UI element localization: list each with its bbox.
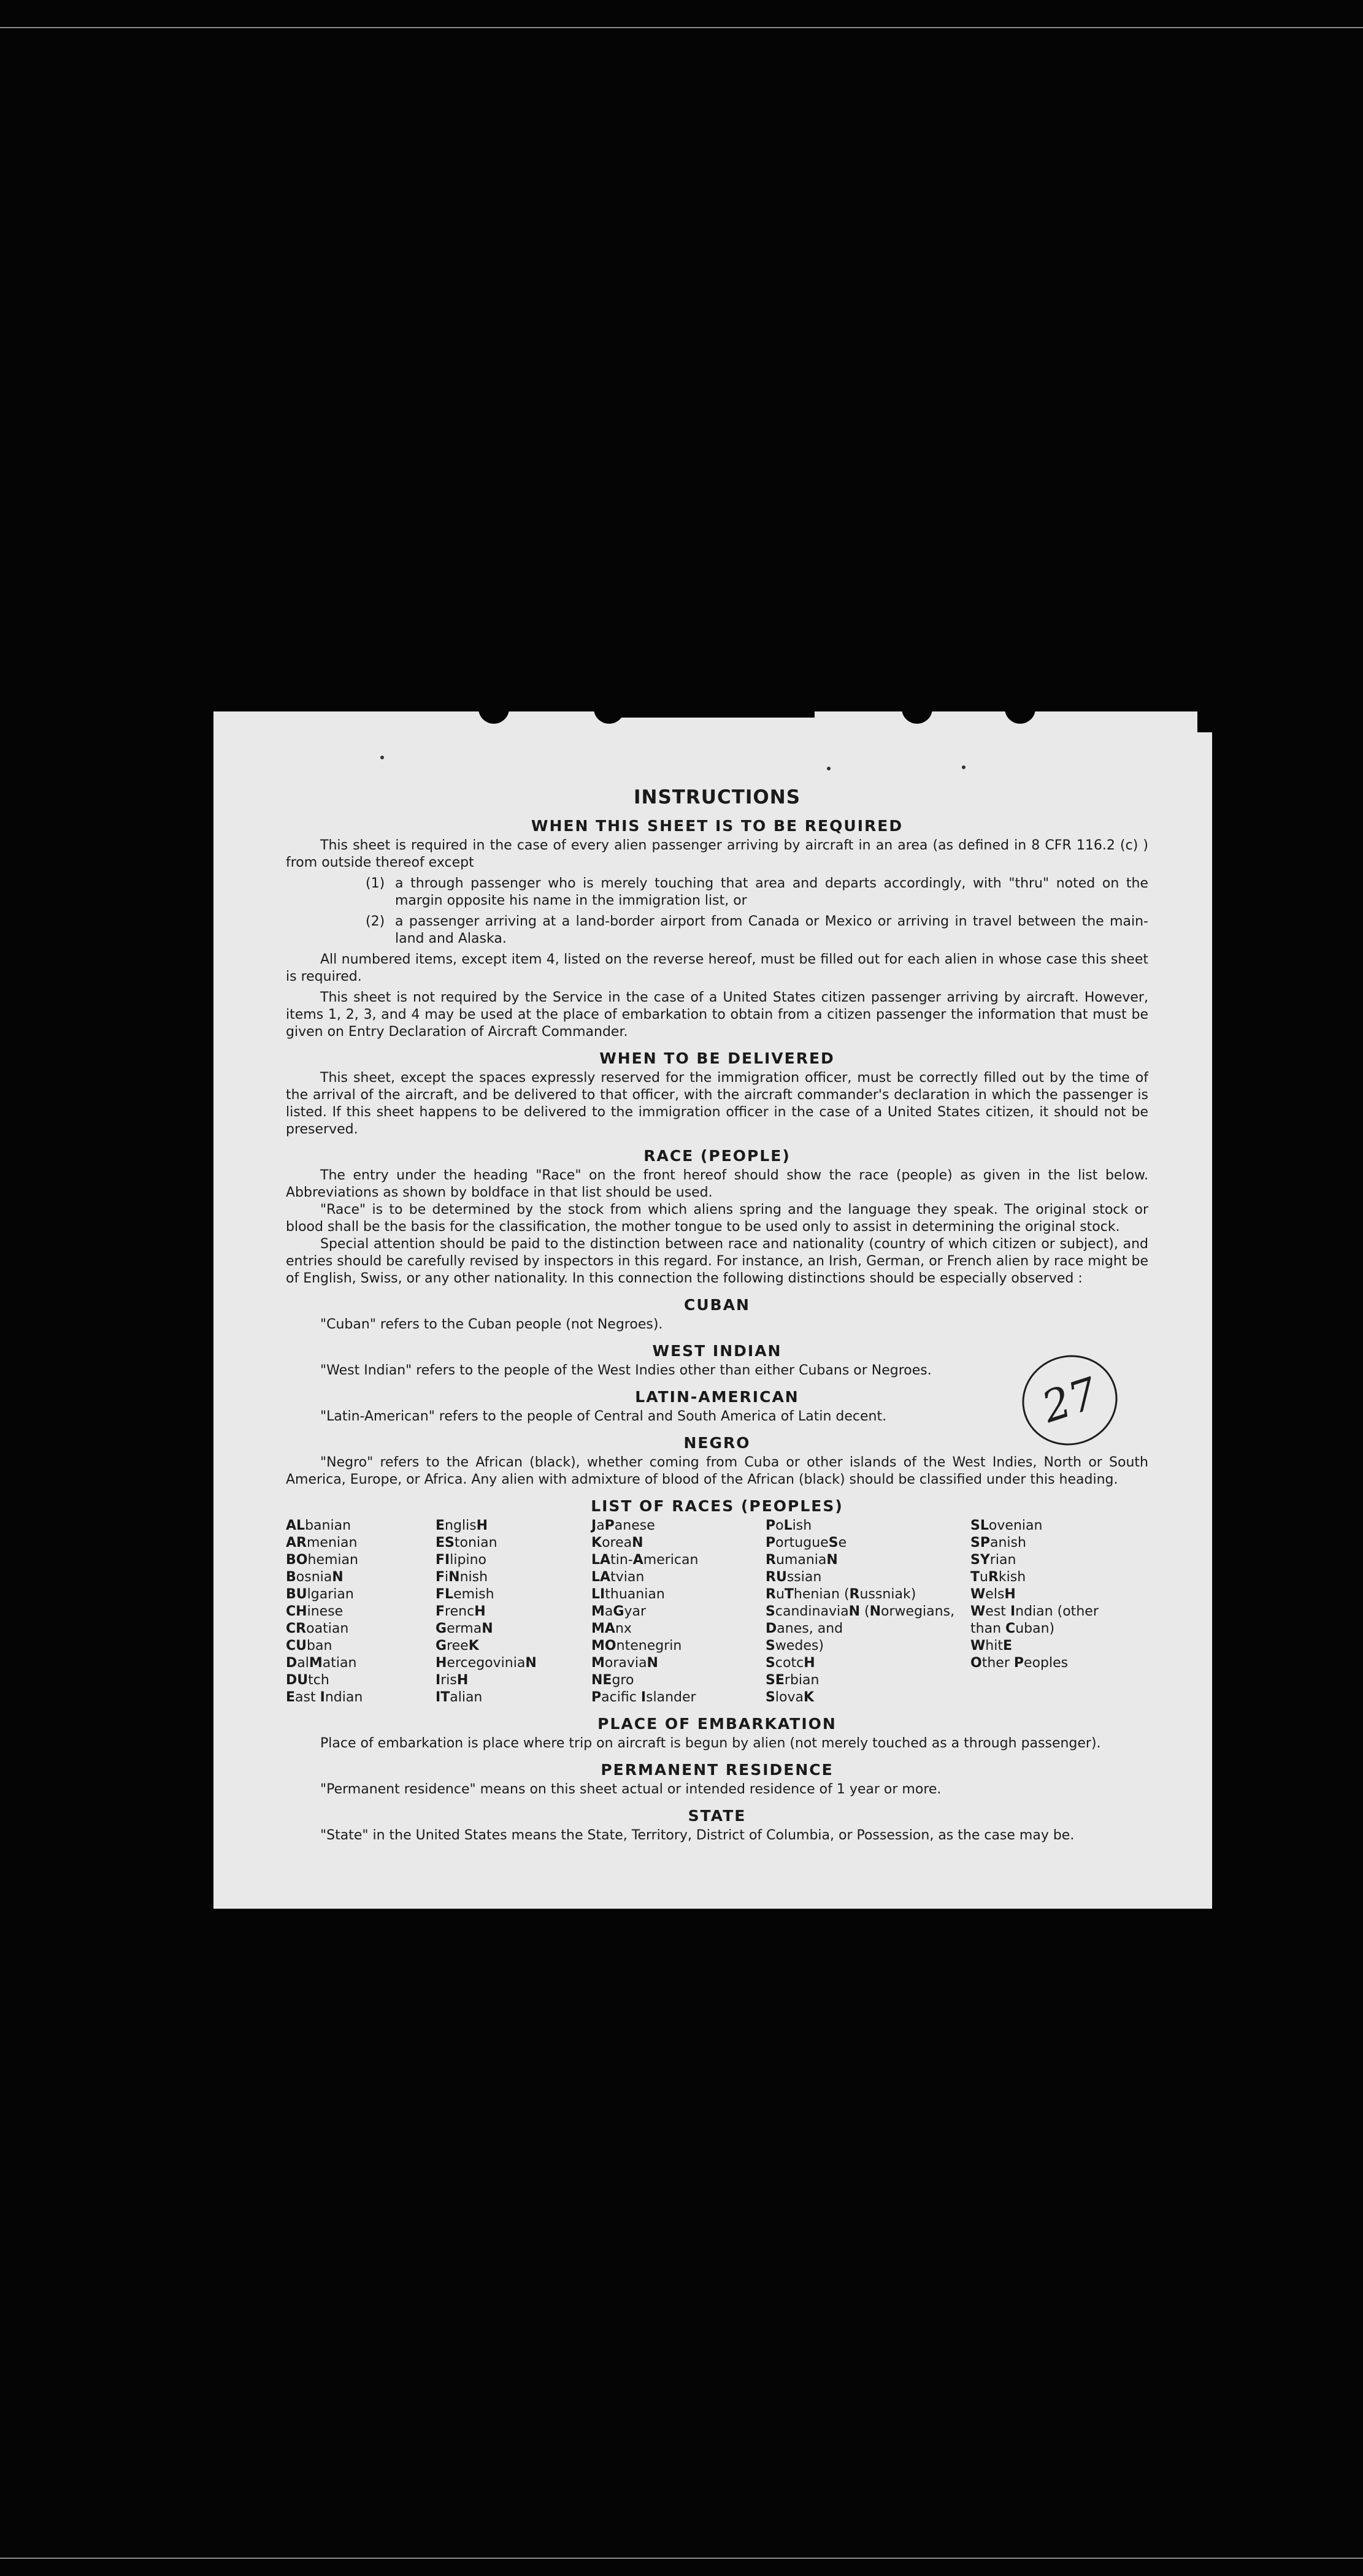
paragraph: "Negro" refers to the African (black), whether coming from Cuba or other islands of the West Indies, North or South America, Europe, or Africa. Any alien with admixture of blood of the African (black) should be classified under this heading. xyxy=(286,1455,1148,1487)
item-number: (1) xyxy=(366,876,385,891)
race-entry: RUssian xyxy=(766,1570,822,1585)
paragraph: "Permanent residence" means on this sheet actual or intended residence of 1 year or more. xyxy=(320,1782,942,1797)
torn-edge xyxy=(618,711,815,718)
speck xyxy=(962,765,966,769)
race-entry: JaPanese xyxy=(591,1518,655,1533)
race-entry: SYrian xyxy=(970,1552,1016,1568)
speck xyxy=(827,767,831,770)
heading-negro: NEGRO xyxy=(683,1434,751,1452)
heading-embarkation: PLACE OF EMBARKATION xyxy=(597,1715,837,1733)
item-text: a passenger arriving at a land-border airport from Canada or Mexico or arriving in travel between the main-land and Alaska. xyxy=(395,914,1148,946)
race-entry: SlovaK xyxy=(766,1690,815,1705)
race-entry: RumaniaN xyxy=(766,1552,838,1568)
paragraph: "West Indian" refers to the people of the West Indies other than either Cubans or Negroes. xyxy=(320,1363,932,1378)
paragraph: "Cuban" refers to the Cuban people (not Negroes). xyxy=(320,1317,663,1332)
race-entry: Danes, and xyxy=(766,1621,843,1636)
race-entry: BUlgarian xyxy=(286,1587,354,1602)
races-column xyxy=(286,1517,433,1706)
race-entry: SLovenian xyxy=(970,1518,1043,1533)
race-entry: MoraviaN xyxy=(591,1655,658,1671)
paragraph: This sheet is required in the case of every alien passenger arriving by aircraft in an area (as defined in 8 CFR 116.2 (c) ) from outside thereof except xyxy=(286,838,1148,870)
race-entry: CRoatian xyxy=(286,1621,349,1636)
race-entry: WelsH xyxy=(970,1587,1016,1602)
race-entry: FIlipino xyxy=(436,1552,486,1568)
race-entry: RuThenian (Russniak) xyxy=(766,1587,916,1602)
punch-hole xyxy=(478,693,509,724)
races-column xyxy=(766,1517,968,1706)
race-entry: DUtch xyxy=(286,1673,329,1688)
heading-race: RACE (PEOPLE) xyxy=(643,1147,791,1165)
race-entry: CUban xyxy=(286,1638,332,1654)
race-entry: MOntenegrin xyxy=(591,1638,682,1654)
heading-when-delivered: WHEN TO BE DELIVERED xyxy=(599,1049,835,1067)
heading-races-list: LIST OF RACES (PEOPLES) xyxy=(591,1497,843,1515)
race-entry: MaGyar xyxy=(591,1604,647,1619)
paragraph: Special attention should be paid to the distinction between race and nationality (country of which citizen or subject), and entries should be carefully revised by inspectors in this regard. For instance, an Irish, German, or French alien by race might be of English, Swiss, or any other nationality. In this connection the following distinctions should be especially observed : xyxy=(286,1236,1148,1286)
race-entry: FrencH xyxy=(436,1604,486,1619)
race-entry: ScandinaviaN (Norwegians, xyxy=(766,1604,955,1619)
speck xyxy=(380,756,384,759)
heading-cuban: CUBAN xyxy=(684,1296,750,1314)
instruction-sheet xyxy=(213,711,1212,1909)
race-entry: NEgro xyxy=(591,1673,634,1688)
heading-latin-american: LATIN-AMERICAN xyxy=(635,1388,799,1406)
race-entry: LAtvian xyxy=(591,1570,645,1585)
race-entry: GreeK xyxy=(436,1638,479,1654)
races-column xyxy=(436,1517,589,1706)
race-entry: than Cuban) xyxy=(970,1621,1055,1636)
film-border-top xyxy=(0,27,1363,28)
race-entry: FiNnish xyxy=(436,1570,488,1585)
film-border-bottom xyxy=(0,2558,1363,2559)
race-entry: Pacifc Islander xyxy=(591,1690,696,1705)
race-entry: TuRkish xyxy=(970,1570,1026,1585)
handwritten-number: 27 xyxy=(1010,1343,1129,1457)
corner-notch xyxy=(1197,711,1212,732)
races-column xyxy=(591,1517,763,1706)
paragraph: The entry under the heading "Race" on the front hereof should show the race (people) as given in the list below. Abbreviations as shown by boldface in that list should be used. xyxy=(286,1168,1148,1200)
race-entry: HercegoviniaN xyxy=(436,1655,537,1671)
race-entry: FLemish xyxy=(436,1587,494,1602)
race-entry: EnglisH xyxy=(436,1518,488,1533)
paragraph: "State" in the United States means the State, Territory, District of Columbia, or Possession, as the case may be. xyxy=(320,1828,1075,1843)
race-entry: Swedes) xyxy=(766,1638,824,1654)
paragraph: All numbered items, except item 4, listed on the reverse hereof, must be filled out for each alien in whose case this sheet is required. xyxy=(286,952,1148,984)
race-entry: IrisH xyxy=(436,1673,469,1688)
item-text: a through passenger who is merely touching that area and departs accordingly, with "thru" noted on the margin opposite his name in the immigration list, or xyxy=(395,876,1148,908)
race-entry: LIthuanian xyxy=(591,1587,665,1602)
race-entry: SErbian xyxy=(766,1673,820,1688)
race-entry: DalMatian xyxy=(286,1655,357,1671)
race-entry: East Indian xyxy=(286,1690,363,1705)
punch-hole xyxy=(1005,693,1035,724)
race-entry: ScotcH xyxy=(766,1655,815,1671)
paragraph: Place of embarkation is place where trip on aircraft is begun by alien (not merely touched as a through passenger). xyxy=(320,1736,1101,1751)
item-number: (2) xyxy=(366,914,385,929)
heading-when-required: WHEN THIS SHEET IS TO BE REQUIRED xyxy=(531,817,904,835)
heading-permanent-residence: PERMANENT RESIDENCE xyxy=(601,1761,834,1779)
races-list xyxy=(286,1517,1148,1706)
punch-hole xyxy=(902,693,932,724)
paragraph: This sheet, except the spaces expressly reserved for the immigration officer, must be correctly filled out by the time of the arrival of the aircraft, and be delivered to that officer, with the aircraft commander's declaration in which the passenger is listed. If this sheet happens to be delivered to the immigration officer in the case of a United States citizen, it should not be preserved. xyxy=(286,1070,1148,1137)
paragraph: "Latin-American" refers to the people of Central and South America of Latin decent. xyxy=(320,1409,887,1424)
heading-west-indian: WEST INDIAN xyxy=(652,1342,782,1360)
race-entry: LAtin-American xyxy=(591,1552,699,1568)
page-title: INSTRUCTIONS xyxy=(633,786,801,808)
race-entry: PoLish xyxy=(766,1518,812,1533)
race-entry: SPanish xyxy=(970,1535,1026,1551)
heading-state: STATE xyxy=(688,1807,747,1825)
race-entry: CHinese xyxy=(286,1604,344,1619)
exception-item xyxy=(366,913,1148,948)
race-entry: West Indian (other xyxy=(970,1604,1099,1619)
race-entry: PortugueSe xyxy=(766,1535,847,1551)
race-entry: ARmenian xyxy=(286,1535,358,1551)
race-entry: BosniaN xyxy=(286,1570,344,1585)
race-entry: Other Peoples xyxy=(970,1655,1069,1671)
punch-hole xyxy=(594,693,624,724)
races-column xyxy=(970,1517,1148,1706)
paragraph: "Race" is to be determined by the stock from which aliens spring and the language they speak. The original stock or blood shall be the basis for the classification, the mother tongue to be used only to assist in determining the original stock. xyxy=(286,1202,1148,1235)
race-entry: MAnx xyxy=(591,1621,632,1636)
exception-item xyxy=(366,875,1148,910)
race-entry: WhitE xyxy=(970,1638,1013,1654)
race-entry: KoreaN xyxy=(591,1535,643,1551)
race-entry: GermaN xyxy=(436,1621,493,1636)
race-entry: ITalian xyxy=(436,1690,483,1705)
paragraph: This sheet is not required by the Service in the case of a United States citizen passenger arriving by aircraft. However, items 1, 2, 3, and 4 may be used at the place of embarkation to obtain from a citizen passenger the information that must be given on Entry Declaration of Aircraft Commander. xyxy=(286,990,1148,1040)
race-entry: BOhemian xyxy=(286,1552,358,1568)
race-entry: EStonian xyxy=(436,1535,497,1551)
race-entry: ALbanian xyxy=(286,1518,351,1533)
